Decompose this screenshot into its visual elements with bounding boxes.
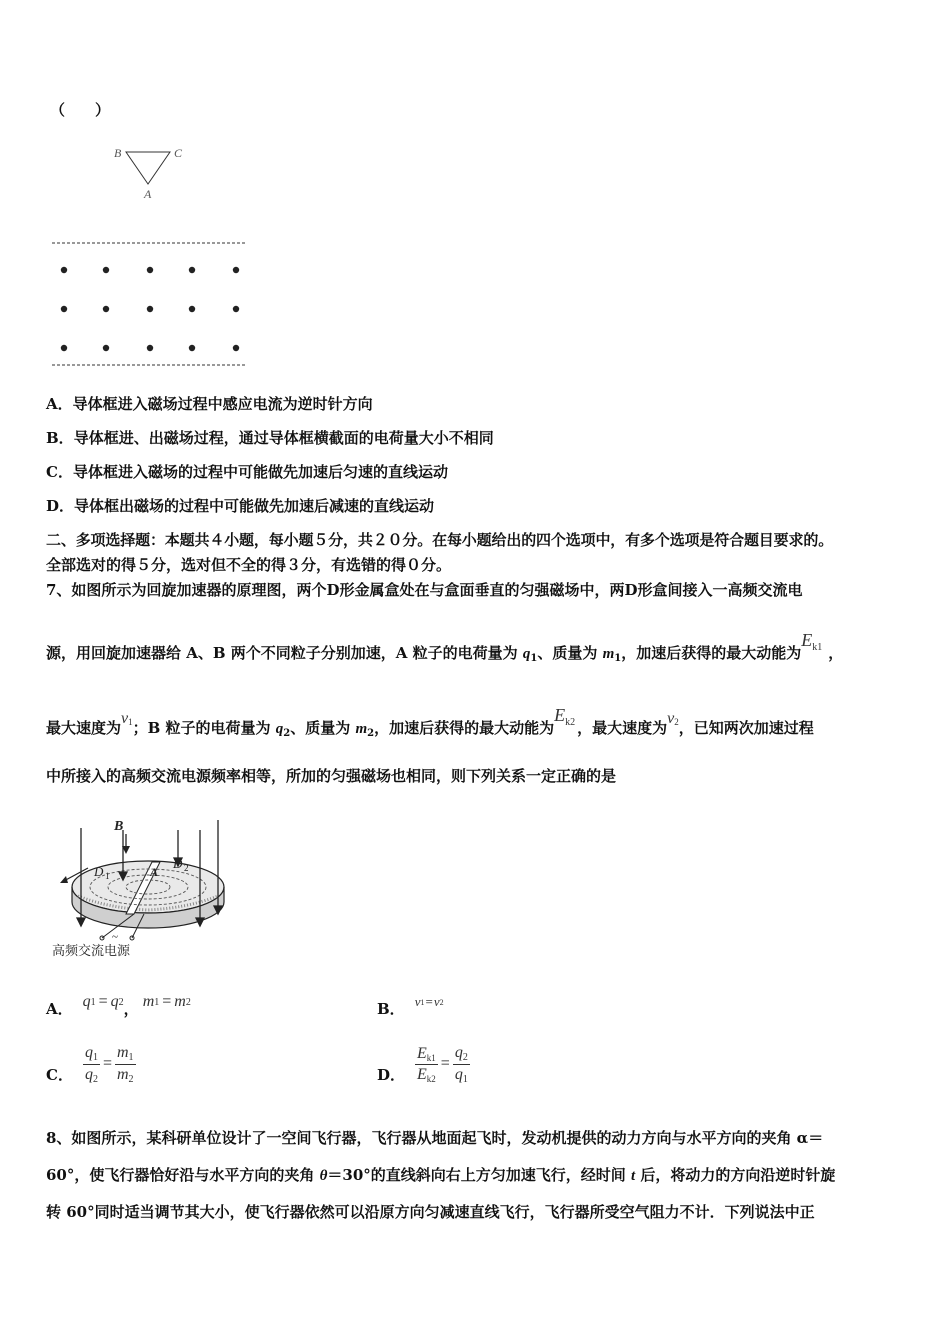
label-d2: D	[173, 856, 183, 871]
triangle-shape	[126, 152, 170, 184]
option-letter: B．	[377, 1000, 405, 1018]
label-d1-sub: 1	[105, 871, 110, 881]
t-symbol: t	[631, 1168, 636, 1184]
answer-bracket: （ ）	[50, 101, 111, 119]
label-d1: D	[94, 864, 104, 879]
triangle-figure	[100, 140, 200, 205]
option-text: 导体框出磁场的过程中可能做先加速后减速的直线运动	[74, 497, 435, 515]
prev-option-a[interactable]	[46, 394, 373, 414]
option-letter: D．	[46, 497, 75, 515]
triangle-label-c: C	[174, 146, 183, 160]
option-letter: C．	[46, 1066, 73, 1084]
option-text: 导体框进、出磁场过程，通过导体框横截面的电荷量大小不相同	[73, 429, 494, 447]
field-dots	[61, 267, 239, 351]
option-text: 导体框进入磁场的过程中可能做先加速后匀速的直线运动	[72, 463, 448, 481]
figure-caption: 高频交流电源	[52, 943, 131, 958]
m2-symbol: m	[355, 721, 368, 737]
prev-option-b[interactable]	[46, 428, 494, 448]
section2-instructions-line2: 全部选对的得５分，选对但不全的得３分，有选错的得０分。	[46, 556, 452, 574]
q7-option-a[interactable]: A． q 1 = q 2 ， m 1 = m 2	[46, 993, 191, 1018]
prev-option-d[interactable]	[46, 496, 434, 516]
q7-line2: 源，用回旋加速器给 A、B 两个不同粒子分别加速，A 粒子的电荷量为 $q_1$、质量为 $m_1$，加速后获得的最大动能为$E^{k1}$ ，	[46, 630, 844, 664]
option-letter: A．	[46, 1000, 73, 1018]
label-d2-sub: 2	[184, 863, 189, 873]
ek2-symbol: E	[554, 705, 566, 725]
m1-symbol: m	[602, 646, 615, 662]
q7-option-c[interactable]: C． $\frac{q_1}{q_2}$ = $\frac{m_1}{m_2}$	[46, 1043, 134, 1085]
label-a: A	[150, 865, 159, 879]
ac-tilde: ~	[112, 931, 118, 943]
v2-symbol: v	[667, 710, 675, 727]
option-letter: C．	[46, 463, 73, 481]
q8-line1: 8、如图所示，某科研单位设计了一空间飞行器，飞行器从地面起飞时，发动机提供的动力方向与水平方向的夹角 α＝	[46, 1129, 824, 1147]
q1-symbol: q	[522, 646, 531, 662]
option-letter: D．	[377, 1066, 406, 1084]
q2-symbol: q	[275, 721, 284, 737]
cyclotron-figure	[48, 810, 248, 965]
option-letter: B．	[46, 429, 74, 447]
label-b: B	[114, 819, 124, 834]
triangle-label-b: B	[114, 146, 122, 160]
option-text: 导体框进入磁场过程中感应电流为逆时针方向	[72, 395, 373, 413]
section2-instructions-line1: 二、多项选择题：本题共４小题，每小题５分，共２０分。在每小题给出的四个选项中，有多个选项是符合题目要求的。	[46, 531, 834, 549]
q8-line3: 转 60°同时适当调节其大小，使飞行器依然可以沿原方向匀减速直线飞行，飞行器所受空气阻力不计．下列说法中正	[46, 1203, 815, 1221]
q8-line2: 60°，使飞行器恰好沿与水平方向的夹角 θ＝30°的直线斜向右上方匀加速飞行，经时间 t 后，将动力的方向沿逆时针旋	[46, 1166, 836, 1184]
prev-option-c[interactable]	[46, 462, 448, 482]
magnetic-field-figure	[48, 235, 253, 375]
q7-option-b[interactable]: B． v 1 = v 2	[377, 994, 444, 1018]
triangle-label-a: A	[144, 187, 152, 201]
q7-line3: 最大速度为$v^1$；B 粒子的电荷量为 $q_2$、质量为 $m_2$，加速后获得的最大动能为$E^{k2}$ ，最大速度为$v^2$，已知两次加速过程	[46, 705, 814, 739]
theta-symbol: θ	[319, 1168, 328, 1184]
q7-line4: 中所接入的高频交流电源频率相等，所加的匀强磁场也相同，则下列关系一定正确的是	[46, 767, 617, 785]
q7-option-d[interactable]: D． $\frac{E_{k1}}{E_{k2}}$ = $\frac{q_2}{q_1}$	[377, 1043, 468, 1085]
option-letter: A．	[46, 395, 73, 413]
q7-line1: 7、如图所示为回旋加速器的原理图，两个D形金属盒处在与盒面垂直的匀强磁场中，两D形盒间接入一高频交流电	[46, 581, 803, 599]
v1-symbol: v	[121, 710, 129, 727]
ek1-symbol: E	[801, 630, 813, 650]
